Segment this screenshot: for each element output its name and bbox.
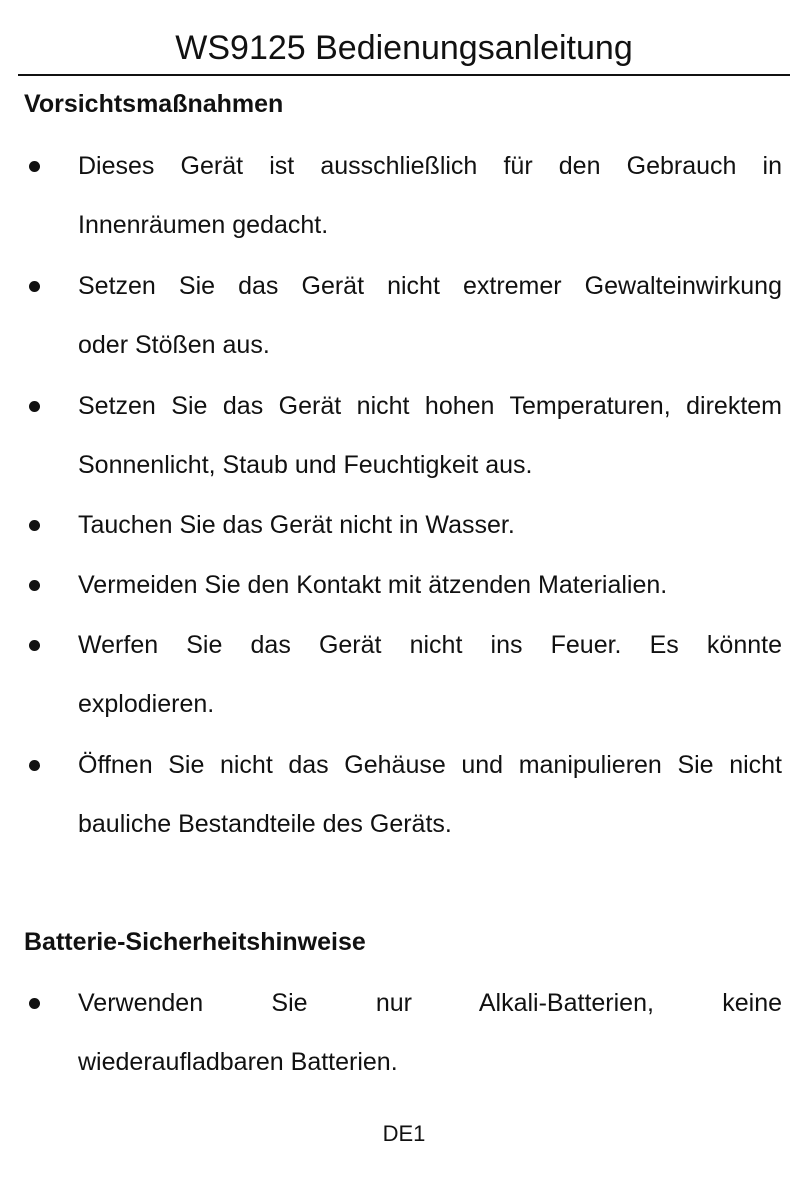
list-item-text <box>78 736 782 854</box>
list-item-line: Vermeiden Sie den Kontakt mit ätzenden Materialien. <box>78 571 668 599</box>
list-item-text <box>78 137 782 255</box>
bullet-icon <box>29 281 40 292</box>
list-item-line: Sonnenlicht, Staub und Feuchtigkeit aus. <box>78 451 533 479</box>
section-heading-battery: Batterie-Sicherheitshinweise <box>24 928 366 956</box>
list-item-text <box>78 377 782 495</box>
list-item-line: wiederaufladbaren Batterien. <box>78 1048 398 1076</box>
bullet-icon <box>29 760 40 771</box>
list-item-text <box>78 616 782 734</box>
list-item-line: Dieses Gerät ist ausschließlich für den Gebrauch in <box>78 152 782 180</box>
list-item-text <box>78 974 782 1092</box>
page-header <box>18 26 790 76</box>
list-item-line: Öffnen Sie nicht das Gehäuse und manipulieren Sie nicht <box>78 751 782 779</box>
bullet-icon <box>29 640 40 651</box>
list-item-text <box>78 496 782 555</box>
list-item-line: Setzen Sie das Gerät nicht hohen Temperaturen, direktem <box>78 392 782 420</box>
list-item-line: explodieren. <box>78 690 215 718</box>
list-item-line: Werfen Sie das Gerät nicht ins Feuer. Es könnte <box>78 631 782 659</box>
page-number: DE1 <box>382 1121 426 1146</box>
bullet-icon <box>29 401 40 412</box>
list-item-line: Innenräumen gedacht. <box>78 211 329 239</box>
section-heading-precautions: Vorsichtsmaßnahmen <box>24 90 284 118</box>
list-item-line: bauliche Bestandteile des Geräts. <box>78 810 452 838</box>
list-item-line: oder Stößen aus. <box>78 331 270 359</box>
bullet-icon <box>29 998 40 1009</box>
list-item-line: Tauchen Sie das Gerät nicht in Wasser. <box>78 511 515 539</box>
bullet-icon <box>29 161 40 172</box>
list-item-text <box>78 556 782 615</box>
list-item-line: Verwenden Sie nur Alkali-Batterien, keine <box>78 989 782 1017</box>
list-item-text <box>78 257 782 375</box>
document-title: WS9125 Bedienungsanleitung <box>175 29 633 67</box>
bullet-icon <box>29 580 40 591</box>
bullet-icon <box>29 520 40 531</box>
list-item-line: Setzen Sie das Gerät nicht extremer Gewalteinwirkung <box>78 272 782 300</box>
